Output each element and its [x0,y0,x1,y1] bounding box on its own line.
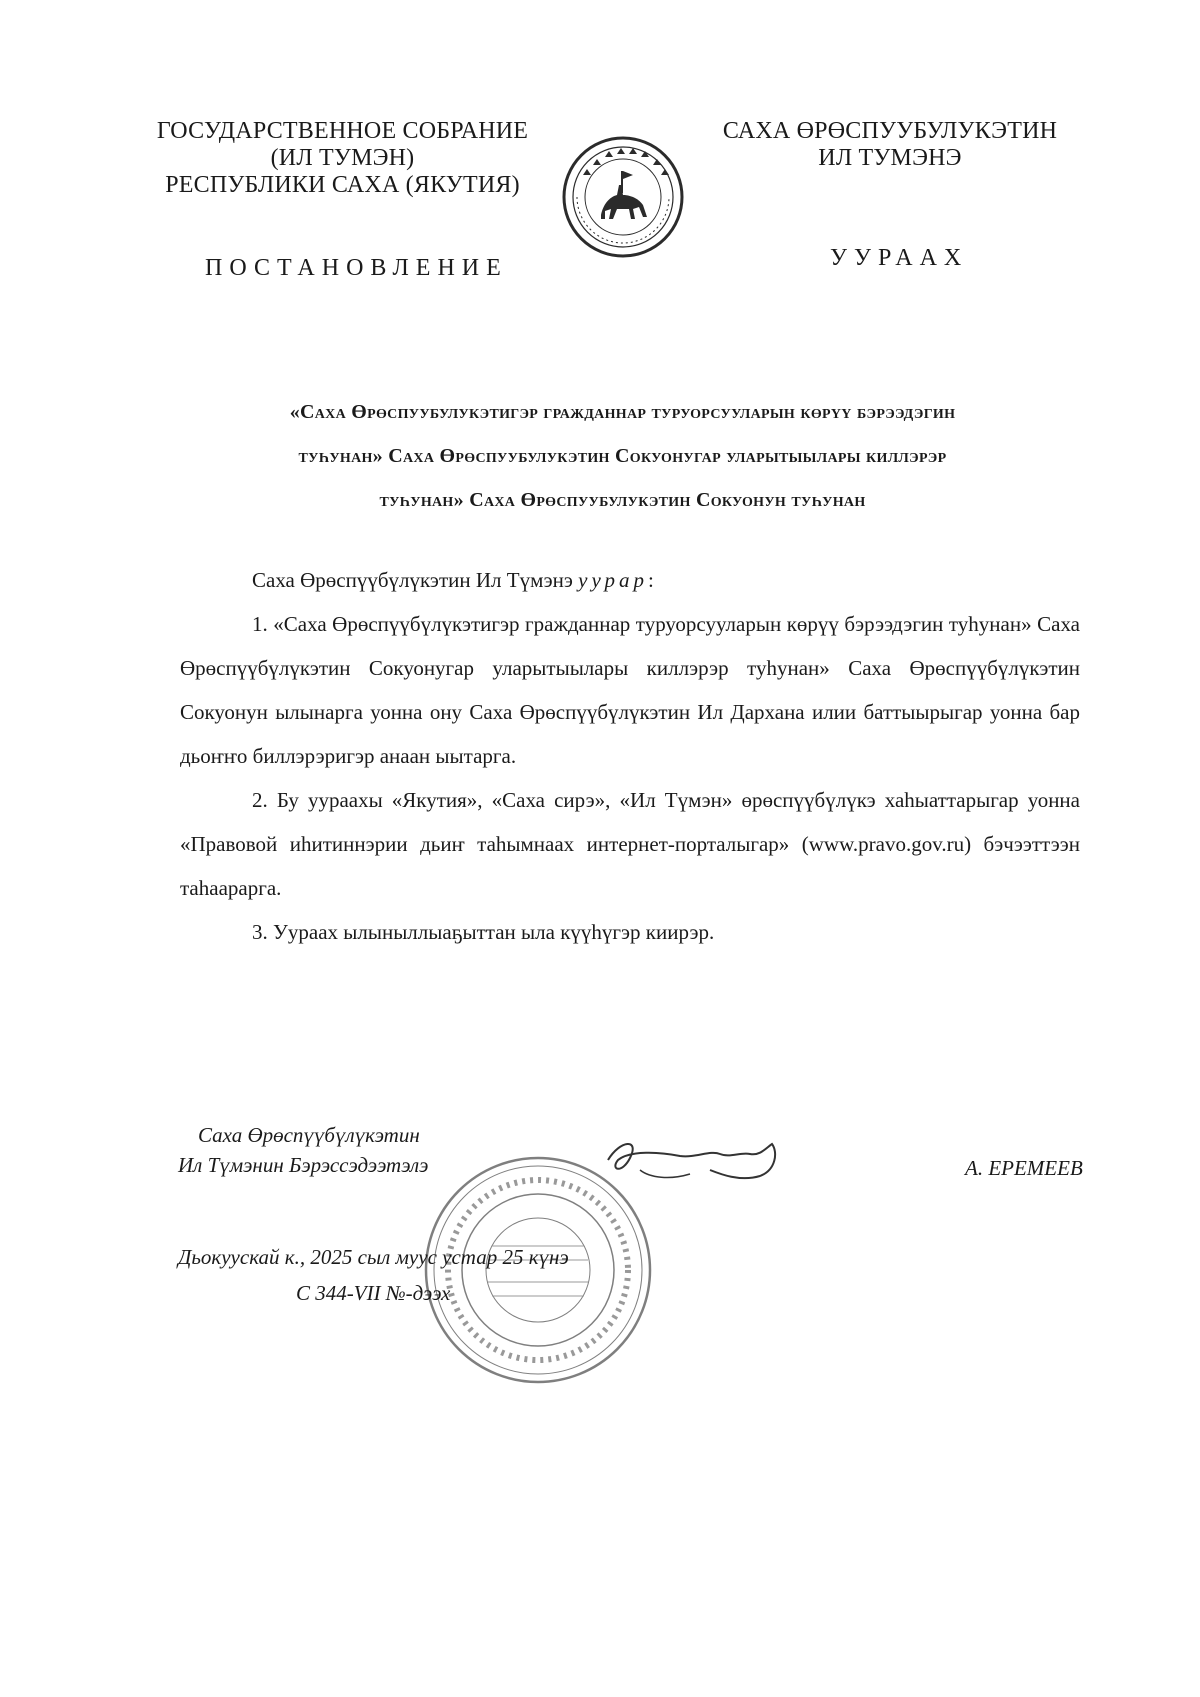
header-sah-line: ИЛ ТУМЭНЭ [818,145,962,171]
title-line: туһунан» Саха Өрөспуубулукэтин Сокуонун туһунан [379,489,866,511]
intro-suffix: : [648,568,654,592]
document-number: С 344-VII №-дээх [296,1281,451,1305]
header-ru-line: (ИЛ ТУМЭН) [270,145,415,171]
header-ru [135,118,550,199]
clause-paragraph: 3. Уураах ылыныллыаҕыттан ыла күүһүгэр киирэр. [252,920,715,944]
signatory-name: А. ЕРЕМЕЕВ [965,1156,1083,1180]
signatory-title-line: Саха Өрөспүүбүлүкэтин [198,1123,420,1147]
clause-paragraph: 2. Бу уураахы «Якутия», «Саха сирэ», «Ил Түмэн» өрөспүүбүлүкэ хаһыаттарыгар уонна «Правовой иһитиннэрии дьиҥ таһымнаах интернет-порталыгар» (www.pravo.gov.ru) бэчээттээн таһаарарга. [180,788,1080,900]
coat-of-arms-icon [561,135,685,259]
document-title [150,390,1095,522]
doc-type-sah: УУРААХ [830,245,969,271]
intro-prefix: Саха Өрөспүүбүлүкэтин Ил Түмэнэ [252,568,579,592]
intro-spaced-word: уурар [578,568,649,592]
intro-paragraph [180,558,1080,602]
doc-type-ru: ПОСТАНОВЛЕНИЕ [205,255,508,281]
signatory-title-line: Ил Түмэнин Бэрэссэдээтэлэ [178,1153,429,1177]
place-and-date: Дьокуускай к., 2025 сыл муус устар 25 күнэ [178,1245,569,1269]
header-ru-line: РЕСПУБЛИКИ САХА (ЯКУТИЯ) [165,172,520,198]
header-ru-line: ГОСУДАРСТВЕННОЕ СОБРАНИЕ [156,118,529,144]
title-line: «Саха Өрөспуубулукэтигэр гражданнар туруорсууларын көрүү бэрээдэгин [289,401,956,423]
header-sah [700,118,1080,172]
title-line: туһунан» Саха Өрөспуубулукэтин Сокуонугар уларытыылары киллэрэр [298,445,947,467]
header-sah-line: САХА ӨРӨСПУУБУЛУКЭТИН [722,118,1058,144]
clause-paragraph: 1. «Саха Өрөспүүбүлүкэтигэр гражданнар туруорсууларын көрүү бэрээдэгин туһунан» Саха Өрөспүүбүлүкэтин Сокуонугар уларытыылары киллэрэр туһунан» Саха Өрөспүүбүлүкэтин Сокуонун ылынарга уонна ону Саха Өрөспүүбүлүкэтин Ил Дархана илии баттыырыгар уонна бар дьоҥҥо биллэрэригэр анаан ыытарга. [180,612,1080,768]
document-body [180,558,1080,954]
signatory-title [178,1120,428,1180]
handwritten-signature-icon [600,1130,790,1190]
